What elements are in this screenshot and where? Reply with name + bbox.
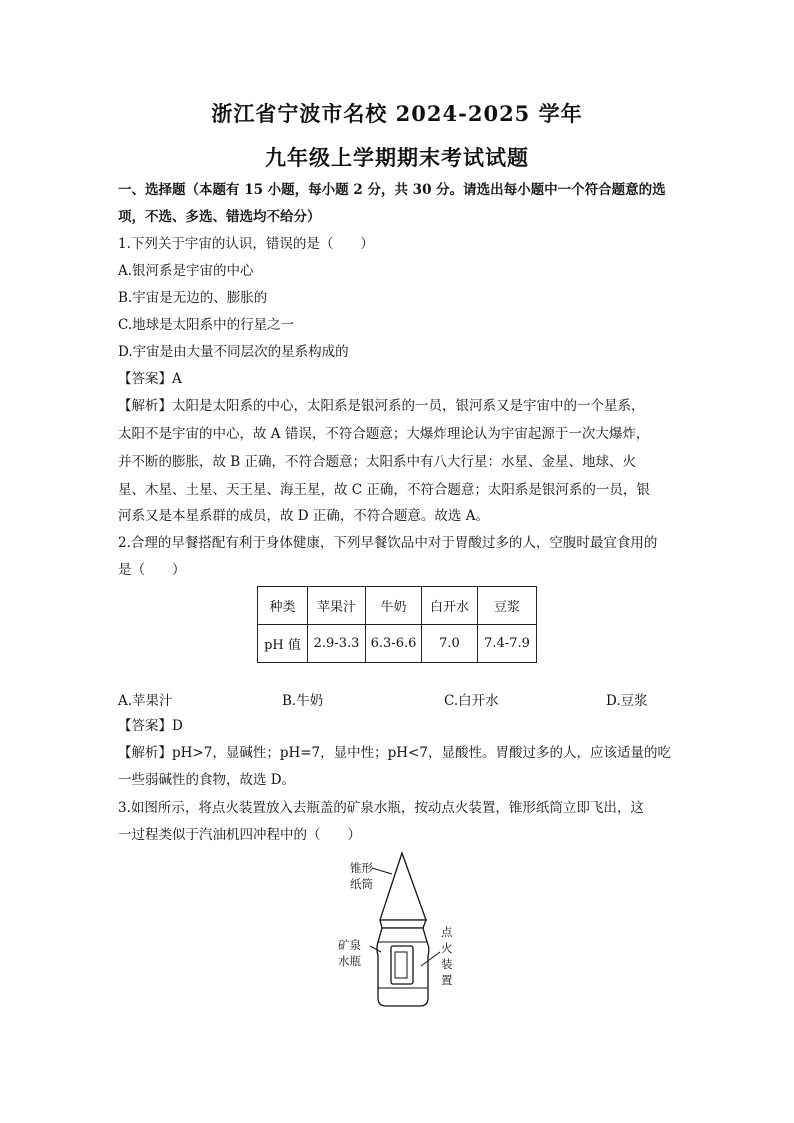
ph-table-cell: 苹果汁 bbox=[308, 587, 366, 625]
cone-label-text: 纸筒 bbox=[350, 877, 373, 891]
cone-label bbox=[350, 860, 373, 892]
ph-table-value-row bbox=[258, 625, 537, 663]
ph-table-cell: 牛奶 bbox=[366, 587, 422, 625]
bottle-label bbox=[338, 937, 361, 969]
q2-stem-line1: 2.合理的早餐搭配有利于身体健康，下列早餐饮品中对于胃酸过多的人，空腹时最宜食用的 bbox=[118, 535, 658, 551]
igniter-label-text: 点 bbox=[441, 925, 453, 939]
q2-option-b: B.牛奶 bbox=[282, 693, 324, 709]
igniter-label-text: 装 bbox=[441, 957, 453, 971]
ph-table-cell: 白开水 bbox=[422, 587, 478, 625]
q2-answer: 【答案】D bbox=[118, 718, 183, 734]
q1-analysis-line: 星、木星、土星、天王星、海王星，故 C 正确，不符合题意；太阳系是银河系的一员，银 bbox=[118, 482, 650, 498]
ph-table-cell: 豆浆 bbox=[478, 587, 537, 625]
q2-stem-line2: 是（ ） bbox=[118, 562, 186, 578]
cone-leader-line bbox=[372, 868, 392, 874]
q2-option-c: C.白开水 bbox=[444, 693, 499, 709]
ph-table-cell: 7.0 bbox=[422, 625, 478, 663]
q3-stem-line2: 一过程类似于汽油机四冲程中的（ ） bbox=[118, 827, 361, 843]
q1-analysis-line: 太阳不是宇宙的中心，故 A 错误，不符合题意；大爆炸理论认为宇宙起源于一次大爆炸， bbox=[118, 426, 650, 442]
q1-analysis-line: 并不断的膨胀，故 B 正确，不符合题意；太阳系中有八大行星：水星、金星、地球、火 bbox=[118, 454, 637, 470]
q1-option-c: C.地球是太阳系中的行星之一 bbox=[118, 317, 295, 333]
q2-option-a: A.苹果汁 bbox=[118, 693, 173, 709]
exam-title: 浙江省宁波市名校 2024-2025 学年 bbox=[211, 101, 583, 126]
ph-table-cell: 7.4-7.9 bbox=[478, 625, 537, 663]
igniter-label-text: 置 bbox=[441, 973, 453, 987]
cone-label-text: 锥形 bbox=[350, 861, 373, 875]
bottle-neck bbox=[380, 920, 426, 928]
q1-option-b: B.宇宙是无边的、膨胀的 bbox=[118, 290, 268, 306]
cone-paper-tube bbox=[380, 853, 426, 920]
bottle-label-text: 矿泉 bbox=[338, 938, 361, 952]
bottle-igniter-figure bbox=[320, 848, 490, 1018]
ph-table-cell: 2.9-3.3 bbox=[308, 625, 366, 663]
q3-stem-line1: 3.如图所示，将点火装置放入去瓶盖的矿泉水瓶，按动点火装置，锥形纸筒立即飞出，这 bbox=[118, 800, 644, 816]
q1-analysis-line: 河系又是本星系群的成员，故 D 正确，不符合题意。故选 A。 bbox=[118, 508, 489, 524]
bottle-label-text: 水瓶 bbox=[338, 954, 361, 968]
igniter-label bbox=[441, 924, 453, 988]
section-heading-line2: 项，不选、多选、错选均不给分） bbox=[118, 209, 321, 225]
q1-answer: 【答案】A bbox=[118, 371, 182, 387]
section-heading-line1: 一、选择题（本题有 15 小题，每小题 2 分，共 30 分。请选出每小题中一个符合题意的选 bbox=[118, 182, 666, 198]
q2-option-d: D.豆浆 bbox=[606, 693, 648, 709]
ph-table-cell: pH 值 bbox=[258, 625, 308, 663]
q1-analysis-line: 【解析】太阳是太阳系的中心，太阳系是银河系的一员，银河系又是宇宙中的一个星系， bbox=[118, 398, 645, 414]
q2-analysis-line: 一些弱碱性的食物，故选 D。 bbox=[118, 772, 296, 788]
igniter-label-text: 火 bbox=[441, 941, 453, 955]
ph-table-header-row bbox=[258, 587, 537, 625]
q1-option-d: D.宇宙是由大量不同层次的星系构成的 bbox=[118, 344, 349, 360]
exam-subtitle: 九年级上学期期末考试试题 bbox=[265, 145, 529, 170]
q1-option-a: A.银河系是宇宙的中心 bbox=[118, 263, 254, 279]
q1-stem: 1.下列关于宇宙的认识，错误的是（ ） bbox=[118, 236, 374, 252]
q2-analysis-line: 【解析】pH>7，显碱性；pH=7，显中性；pH<7，显酸性。胃酸过多的人，应该适量的吃 bbox=[118, 745, 671, 761]
ph-table-cell: 种类 bbox=[258, 587, 308, 625]
ph-table bbox=[257, 586, 537, 663]
ph-table-cell: 6.3-6.6 bbox=[366, 625, 422, 663]
